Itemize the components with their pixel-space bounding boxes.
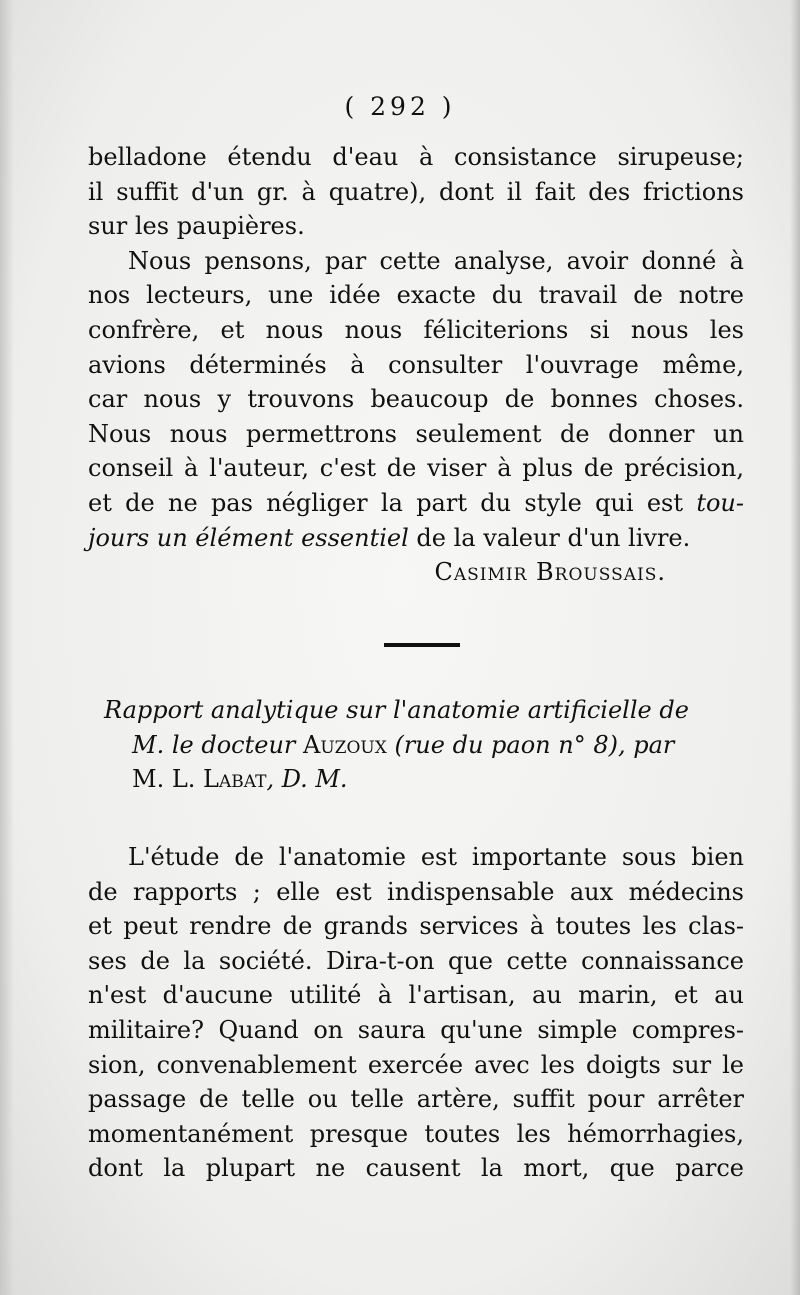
text-line: dont la plupart ne causent la mort, que parce bbox=[88, 1154, 744, 1183]
title-line bbox=[104, 761, 754, 796]
title-fragment: M. le docteur bbox=[132, 730, 303, 759]
text-fragment: et de ne pas négliger la part du style qui est bbox=[88, 488, 684, 517]
text-line: il suffit d'un gr. à quatre), dont il fait des frictions bbox=[88, 177, 744, 206]
title-fragment: (rue du paon n° 8), par bbox=[386, 730, 675, 759]
italic-fragment: tou- bbox=[696, 488, 744, 517]
text-line bbox=[88, 486, 744, 521]
text-line: L'étude de l'anatomie est importante sous bien bbox=[128, 843, 744, 871]
title-line bbox=[104, 727, 754, 762]
text-line: nos lecteurs, une idée exacte du travail de notre bbox=[88, 281, 744, 310]
text-line: Nous pensons, par cette analyse, avoir donné à bbox=[128, 246, 744, 275]
text-line: Nous nous permettrons seulement de donner un bbox=[88, 419, 744, 448]
text-line: conseil à l'auteur, c'est de viser à plus de précision, bbox=[88, 454, 744, 483]
text-line: momentanément presque toutes les hémorrhagies, bbox=[88, 1119, 744, 1148]
article-title bbox=[104, 692, 754, 796]
author-name: Auzoux bbox=[303, 730, 387, 759]
text-fragment: de la valeur d'un livre. bbox=[408, 523, 691, 552]
text-line: ses de la société. Dira-t-on que cette connaissance bbox=[88, 946, 744, 975]
text-line: car nous y trouvons beaucoup de bonnes choses. bbox=[88, 385, 744, 414]
text-block-lower bbox=[88, 840, 744, 1186]
text-line: passage de telle ou telle artère, suffit pour arrêter bbox=[88, 1085, 744, 1114]
text-line: confrère, et nous nous féliciterions si nous les bbox=[88, 315, 744, 344]
text-line bbox=[88, 521, 744, 556]
title-fragment: , D. M. bbox=[266, 765, 348, 794]
section-divider bbox=[384, 643, 460, 647]
author-signature: Casimir Broussais. bbox=[434, 558, 666, 587]
text-line: militaire? Quand on saura qu'une simple compres- bbox=[88, 1015, 744, 1044]
text-line: belladone étendu d'eau à consistance sirupeuse; bbox=[88, 143, 744, 171]
italic-fragment: jours un élément essentiel bbox=[88, 523, 409, 552]
text-line: sion, convenablement exercée avec les doigts sur le bbox=[88, 1050, 744, 1079]
text-line: n'est d'aucune utilité à l'artisan, au marin, et au bbox=[88, 981, 744, 1010]
text-line: de rapports ; elle est indispensable aux médecins bbox=[88, 877, 744, 906]
text-block-upper bbox=[88, 140, 744, 590]
page-number-header: ( 292 ) bbox=[344, 92, 456, 121]
title-fragment: M. L. bbox=[132, 765, 204, 794]
text-line: sur les paupières. bbox=[88, 212, 305, 241]
title-line: Rapport analytique sur l'anatomie artificielle de bbox=[104, 696, 689, 724]
author-name: Labat bbox=[203, 765, 267, 794]
text-line: et peut rendre de grands services à toutes les clas- bbox=[88, 912, 744, 941]
text-line: avions déterminés à consulter l'ouvrage même, bbox=[88, 350, 744, 379]
